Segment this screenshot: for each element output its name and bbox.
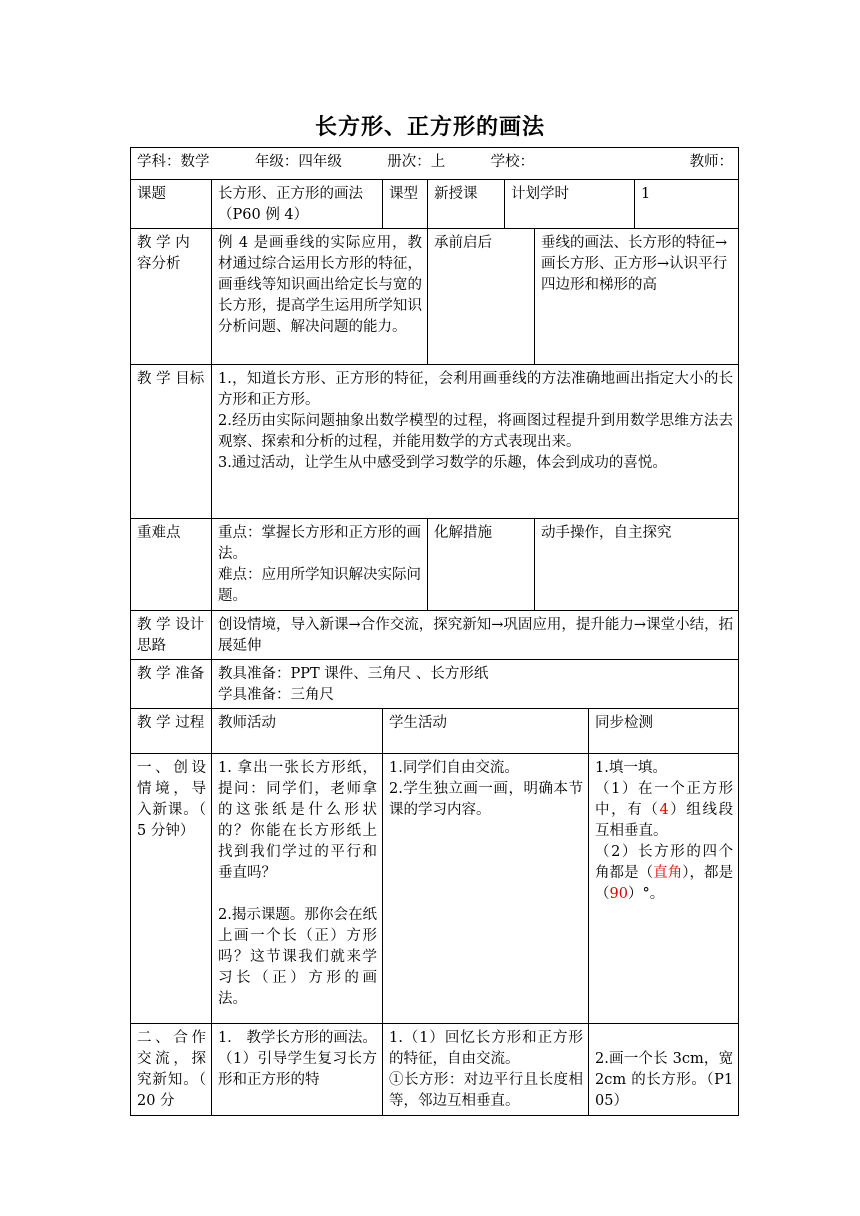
student-activity-step: 1.同学们自由交流。 [389, 760, 519, 776]
hours-value: 1 [635, 180, 739, 229]
hours-label: 计划学时 [505, 180, 635, 229]
teacher-activity [212, 1024, 383, 1116]
process-header-row [131, 709, 739, 754]
key-points-cell [212, 519, 428, 611]
content-analysis-row [131, 229, 739, 365]
objectives-label: 教 学 目标 [131, 365, 212, 519]
objective-item: 1.，知道长方形、正方形的特征，会利用画垂线的方法准确地画出指定大小的长方形和正方形。 [218, 371, 734, 408]
teacher-tools: 教具准备：PPT 课件、三角尺 、长方形纸 [218, 666, 489, 682]
design-row [131, 611, 739, 660]
teacher-activity-step: （1）引导学生复习长方形和正方形的特 [218, 1051, 377, 1088]
teacher-activity [212, 754, 383, 1024]
type-value: 新授课 [428, 180, 505, 229]
header-row [131, 148, 739, 180]
question-text: ）°。 [627, 886, 665, 902]
key-points-row [131, 519, 739, 611]
question-text: （2）长方形的四个角都是（ [595, 844, 734, 881]
link-label: 承前启后 [428, 229, 535, 365]
col-teacher-header: 教师活动 [212, 709, 383, 754]
teacher-activity-step: 1． 教学长方形的画法。 [218, 1030, 377, 1046]
lesson-plan-table [130, 147, 739, 1116]
student-activity [383, 754, 589, 1024]
difficult-point: 难点：应用所学知识解决实际问题。 [218, 567, 421, 604]
question-text: （1）在一个正方形中，有（ [595, 781, 734, 818]
key-points-label: 重难点 [131, 519, 212, 611]
check-title: 1.填一填。 [595, 760, 667, 776]
topic-label: 课题 [131, 180, 212, 229]
process-row [131, 1024, 739, 1116]
measure-label: 化解措施 [428, 519, 535, 611]
teacher-activity-step: 1. 拿出一张长方形纸，提问：同学们，老师拿的这张纸是什么形状的？你能在长方形纸上找到我们学过的平行和垂直吗？ [218, 760, 377, 881]
subject-field: 学科：数学 [137, 154, 210, 170]
answer-text: 90 [609, 886, 628, 902]
sync-check [589, 754, 739, 1024]
student-tools: 学具准备：三角尺 [218, 687, 334, 703]
objective-item: 2.经历由实际问题抽象出数学模型的过程，将画图过程提升到用数学思维方法去观察、探索和分析的过程，并能用数学的方式表现出来。 [218, 413, 734, 450]
process-label: 教 学 过程 [131, 709, 212, 754]
student-activity-step: ①长方形：对边平行且长度相等，邻边互相垂直。 [389, 1072, 583, 1109]
col-check-header: 同步检测 [589, 709, 739, 754]
teacher-activity-step: 2.揭示课题。那你会在纸上画一个长（正）方形吗？这节课我们就来学习长（正）方形的画法。 [218, 907, 377, 1007]
volume-field: 册次：上 [387, 154, 446, 170]
question-text: ）组线段互相垂直。 [595, 802, 734, 839]
measure-value: 动手操作，自主探究 [535, 519, 739, 611]
topic-row [131, 180, 739, 229]
preparation-cell [212, 660, 739, 709]
col-student-header: 学生活动 [383, 709, 589, 754]
question-text: ），都是（ [595, 865, 734, 902]
stage-label: 一、创设情境，导入新课。（ 5 分钟） [131, 754, 212, 1024]
check-question [595, 842, 733, 905]
type-label: 课型 [383, 180, 428, 229]
school-field: 学校： [490, 154, 535, 170]
key-point: 重点：掌握长方形和正方形的画法。 [218, 525, 421, 562]
content-analysis-text: 例 4 是画垂线的实际应用，教材通过综合运用长方形的特征，画垂线等知识画出给定长与宽的长方形，提高学生运用所学知识分析问题、解决问题的能力。 [212, 229, 428, 365]
objective-item: 3.通过活动，让学生从中感受到学习数学的乐趣，体会到成功的喜悦。 [218, 455, 667, 471]
answer-text: 4 [659, 802, 669, 818]
student-activity [383, 1024, 589, 1116]
student-activity-step: 1.（1）回忆长方形和正方形的特征，自由交流。 [389, 1030, 583, 1067]
objectives-row [131, 365, 739, 519]
answer-text: 直角 [653, 865, 683, 881]
content-analysis-label: 教 学 内 容分析 [131, 229, 212, 365]
preparation-label: 教 学 准备 [131, 660, 212, 709]
stage-label: 二、合作交流，探究新知。（ 20 分 [131, 1024, 212, 1116]
design-text: 创设情境，导入新课→合作交流，探究新知→巩固应用，提升能力→课堂小结，拓展延伸 [212, 611, 739, 660]
student-activity-step: 2.学生独立画一画，明确本节课的学习内容。 [389, 781, 583, 818]
spacer [218, 884, 377, 905]
check-question [595, 779, 733, 842]
page-title: 长方形、正方形的画法 [314, 114, 545, 140]
design-label: 教 学 设计思路 [131, 611, 212, 660]
topic-value: 长方形、正方形的画法（P60 例 4） [212, 180, 383, 229]
preparation-row [131, 660, 739, 709]
check-question: 2.画一个长 3cm，宽 2cm 的长方形。（P105） [595, 1051, 734, 1109]
objectives-cell [212, 365, 739, 519]
grade-field: 年级：四年级 [254, 154, 342, 170]
process-row [131, 754, 739, 1024]
sync-check [589, 1024, 739, 1116]
link-text: 垂线的画法、长方形的特征→画长方形、正方形→认识平行四边形和梯形的高 [535, 229, 739, 365]
teacher-field: 教师： [689, 154, 734, 170]
